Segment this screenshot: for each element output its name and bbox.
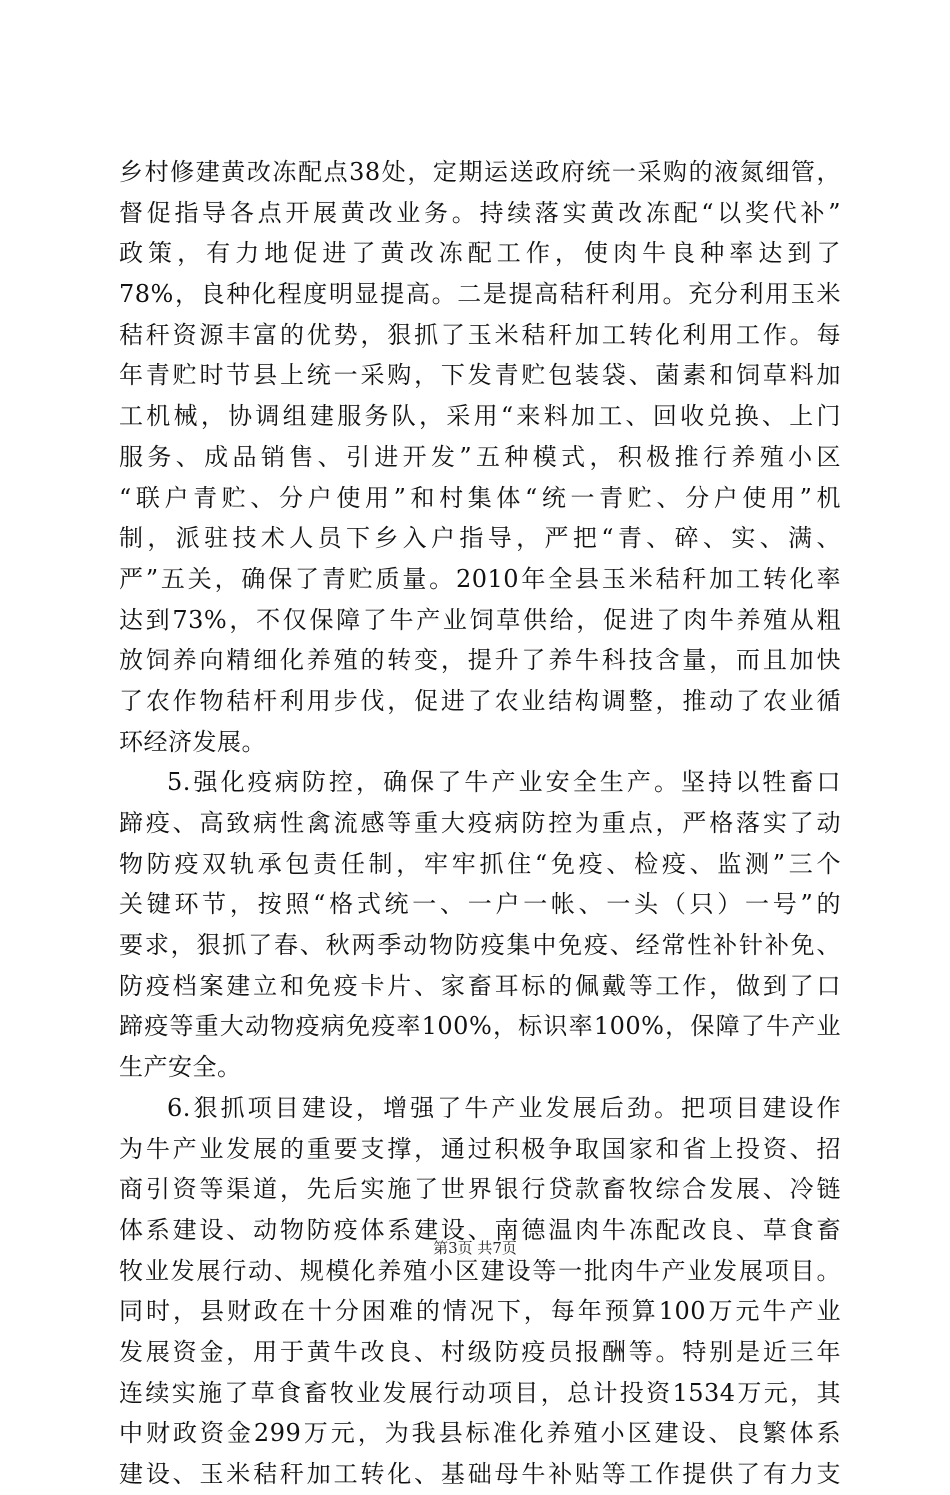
text-line: “联户青贮、分户使用”和村集体“统一青贮、分户使用”机 <box>119 483 841 512</box>
text-line: 物防疫双轨承包责任制，牢牢抓住“免疫、检疫、监测”三个 <box>119 849 841 878</box>
text-line: 同时，县财政在十分困难的情况下，每年预算100万元牛产业 <box>119 1297 841 1326</box>
text-line: 建设、玉米秸秆加工转化、基础母牛补贴等工作提供了有力支 <box>119 1460 841 1488</box>
text-line: 5.强化疫病防控，确保了牛产业安全生产。坚持以牲畜口 <box>167 768 841 797</box>
text-line: 蹄疫、高致病性禽流感等重大疫病防控为重点，严格落实了动 <box>119 809 841 837</box>
text-line: 牧业发展行动、规模化养殖小区建设等一批肉牛产业发展项目。 <box>119 1256 841 1285</box>
text-line: 关键环节，按照“格式统一、一户一帐、一头（只）一号”的 <box>119 890 841 919</box>
text-line: 服务、成品销售、引进开发”五种模式，积极推行养殖小区 <box>119 442 841 471</box>
text-line: 达到73%，不仅保障了牛产业饲草供给，促进了肉牛养殖从粗 <box>119 605 841 634</box>
text-line: 秸秆资源丰富的优势，狠抓了玉米秸秆加工转化利用工作。每 <box>119 320 841 349</box>
text-line: 生产安全。 <box>119 1053 242 1082</box>
text-line: 要求，狠抓了春、秋两季动物防疫集中免疫、经常性补针补免、 <box>119 931 841 960</box>
text-line: 制，派驻技术人员下乡入户指导，严把“青、碎、实、满、 <box>119 524 841 553</box>
text-line: 政策，有力地促进了黄改冻配工作，使肉牛良种率达到了 <box>119 239 841 268</box>
text-line: 蹄疫等重大动物疫病免疫率100%，标识率100%，保障了牛产业 <box>119 1012 841 1041</box>
text-line: 严”五关，确保了青贮质量。2010年全县玉米秸秆加工转化率 <box>119 564 841 593</box>
text-line: 发展资金，用于黄牛改良、村级防疫员报酬等。特别是近三年 <box>119 1337 841 1366</box>
text-line: 体系建设、动物防疫体系建设、南德温肉牛冻配改良、草食畜 <box>119 1215 841 1244</box>
text-line: 督促指导各点开展黄改业务。持续落实黄改冻配“以奖代补” <box>119 198 841 227</box>
text-line: 放饲养向精细化养殖的转变，提升了养牛科技含量，而且加快 <box>119 646 841 675</box>
text-line: 为牛产业发展的重要支撑，通过积极争取国家和省上投资、招 <box>119 1134 841 1163</box>
text-line: 中财政资金299万元，为我县标准化养殖小区建设、良繁体系 <box>119 1419 841 1448</box>
page-footer: 第3页 共7页 <box>433 1239 517 1257</box>
text-line: 78%，良种化程度明显提高。二是提高秸秆利用。充分利用玉米 <box>119 280 841 309</box>
text-line: 环经济发展。 <box>119 727 266 756</box>
text-line: 6.狠抓项目建设，增强了牛产业发展后劲。把项目建设作 <box>167 1093 841 1122</box>
body-text <box>119 152 841 1495</box>
text-line: 防疫档案建立和免疫卡片、家畜耳标的佩戴等工作，做到了口 <box>119 971 841 1000</box>
text-line: 年青贮时节县上统一采购，下发青贮包装袋、菌素和饲草料加 <box>119 361 841 390</box>
text-line: 商引资等渠道，先后实施了世界银行贷款畜牧综合发展、冷链 <box>119 1175 841 1204</box>
text-line: 工机械，协调组建服务队，采用“来料加工、回收兑换、上门 <box>119 402 841 431</box>
text-line: 乡村修建黄改冻配点38处，定期运送政府统一采购的液氮细管， <box>119 158 841 186</box>
text-line: 了农作物秸杆利用步伐，促进了农业结构调整，推动了农业循 <box>119 686 841 715</box>
text-line: 连续实施了草食畜牧业发展行动项目，总计投资1534万元，其 <box>119 1378 841 1407</box>
